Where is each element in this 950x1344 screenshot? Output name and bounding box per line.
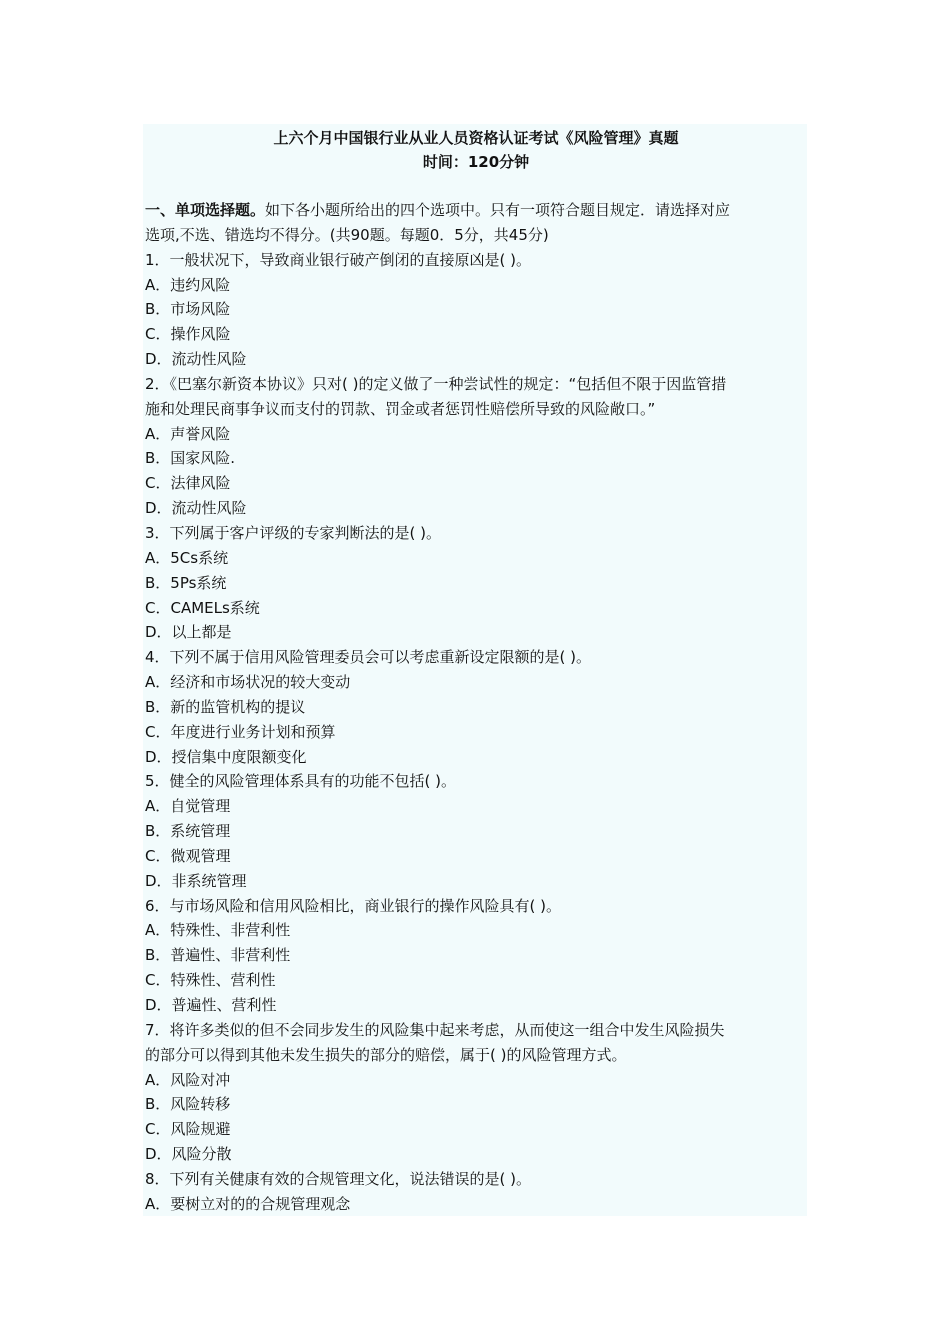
answer-option: D．流动性风险 [145, 350, 247, 369]
question-list [145, 248, 807, 1217]
question-text: 2．《巴塞尔新资本协议》只对( )的定义做了一种尝试性的规定：“包括但不限于因监管措 [145, 374, 727, 393]
question-item [145, 521, 807, 645]
question-item [145, 248, 807, 372]
question-text: 5．健全的风险管理体系具有的功能不包括( )。 [145, 772, 457, 791]
answer-option: C．特殊性、营利性 [145, 971, 276, 990]
answer-option: A．声誉风险 [145, 424, 231, 443]
question-text: 6．与市场风险和信用风险相比，商业银行的操作风险具有( )。 [145, 896, 562, 915]
answer-option: B．新的监管机构的提议 [145, 697, 306, 716]
answer-option: B．风险转移 [145, 1095, 231, 1114]
question-text: 的部分可以得到其他未发生损失的部分的赔偿，属于( )的风险管理方式。 [145, 1045, 627, 1064]
document-title: 上六个月中国银行业从业人员资格认证考试《风险管理》真题 [273, 129, 679, 147]
answer-option: C．CAMELs系统 [145, 598, 260, 617]
exam-time: 时间：120分钟 [422, 153, 530, 171]
answer-option: D．非系统管理 [145, 871, 247, 890]
answer-option: C．操作风险 [145, 325, 231, 344]
section-instructions-line-1 [145, 198, 807, 223]
answer-option: A．风险对冲 [145, 1070, 231, 1089]
section-heading: 一、单项选择题。 [145, 201, 266, 219]
answer-option: C．法律风险 [145, 474, 231, 493]
answer-option: A．要树立对的的合规管理观念 [145, 1194, 351, 1213]
answer-option: D．授信集中度限额变化 [145, 747, 307, 766]
spacer [145, 174, 807, 198]
answer-option: A．特殊性、非营利性 [145, 921, 291, 940]
answer-option: C．微观管理 [145, 846, 231, 865]
question-text: 7．将许多类似的但不会同步发生的风险集中起来考虑，从而使这一组合中发生风险损失 [145, 1020, 725, 1039]
answer-option: B．市场风险 [145, 300, 231, 319]
answer-option: B．5Ps系统 [145, 573, 227, 592]
exam-content [143, 124, 807, 1216]
answer-option: C．风险规避 [145, 1120, 231, 1139]
answer-option: D．普遍性、营利性 [145, 996, 277, 1014]
answer-option: D．风险分散 [145, 1145, 232, 1164]
question-item [145, 769, 807, 893]
question-text: 施和处理民商事争议而支付的罚款、罚金或者惩罚性赔偿所导致的风险敞口。” [145, 399, 656, 418]
answer-option: B．普遍性、非营利性 [145, 946, 291, 965]
answer-option: B．系统管理 [145, 822, 231, 841]
answer-option: B．国家风险. [145, 449, 236, 468]
question-text: 3．下列属于客户评级的专家判断法的是( )。 [145, 523, 442, 542]
answer-option: C．年度进行业务计划和预算 [145, 722, 336, 741]
answer-option: D．流动性风险 [145, 499, 247, 518]
answer-option: A．5Cs系统 [145, 548, 229, 567]
section-instructions-line-2: 选项,不选、错选均不得分。(共90题。每题0．5分，共45分) [145, 225, 549, 244]
question-text: 1．一般状况下，导致商业银行破产倒闭的直接原凶是( )。 [145, 250, 532, 269]
question-item [145, 894, 807, 1018]
question-text: 4．下列不属于信用风险管理委员会可以考虑重新设定限额的是( )。 [145, 648, 592, 667]
question-item [145, 1167, 807, 1217]
answer-option: A．自觉管理 [145, 797, 231, 816]
question-item [145, 645, 807, 769]
answer-option: A．违约风险 [145, 275, 231, 294]
section-instructions: 如下各小题所给出的四个选项中。只有一项符合题目规定．请选择对应 [265, 201, 731, 219]
question-item [145, 1018, 807, 1167]
answer-option: A．经济和市场状况的较大变动 [145, 673, 351, 692]
question-text: 8．下列有关健康有效的合规管理文化，说法错误的是( )。 [145, 1169, 532, 1188]
answer-option: D．以上都是 [145, 623, 232, 642]
question-item [145, 372, 807, 521]
